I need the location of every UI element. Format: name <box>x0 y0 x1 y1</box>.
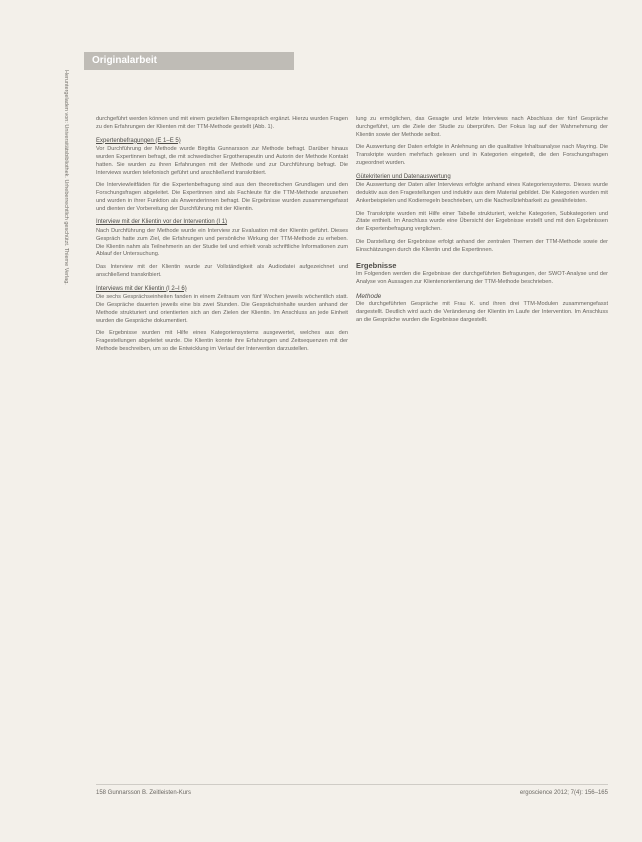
paragraph: durchgeführt werden können und mit einem gezielten Elterngespräch ergänzt. Hierzu wurden Fragen zu den Erfahrungen der Klienten mit der TTM-Methode gestellt (Abb. 1). <box>96 116 348 130</box>
section-title: Originalarbeit <box>92 55 158 66</box>
paragraph: Die Auswertung der Daten aller Interviews erfolgte anhand eines Kategoriensystems. Dieses wurde deduktiv aus den Fragestellungen und induktiv aus dem Material gebildet. Die Kategorien wurden mit Ankerbeispielen und Kodierregeln beschrieben, um die Nachvollziehbarkeit zu gewährleisten. <box>356 182 608 204</box>
section-heading: Interviews mit der Klientin (I 2–I 6) <box>96 285 187 292</box>
footer-citation: 158 Gunnarsson B. Zeitleisten-Kurs <box>96 790 192 796</box>
section-heading: Interview mit der Klientin vor der Intervention (I 1) <box>96 219 228 226</box>
section-heading: Ergebnisse <box>356 261 397 271</box>
side-note-text: Heruntergeladen von: Universitätsbibliothek. Urheberrechtlich geschützt. Thieme Verlag. <box>63 70 69 285</box>
paragraph: Die durchgeführten Gespräche mit Frau K. und ihren drei TTM-Modulen zusammengefasst dargestellt. Deutlich wird auch die Veränderung der Klientin im Laufe der Intervention. Im Anschluss an die Gespräche wurden die Ergebnisse dargestellt. <box>356 301 608 323</box>
section-heading: Expertenbefragungen (E 1–E 5) <box>96 137 181 144</box>
footer <box>96 788 608 800</box>
paragraph: Die Transkripte wurden mit Hilfe einer Tabelle strukturiert, welche Kategorien, Subkategorien und Zitate enthielt. Im Anschluss wurde eine Übersicht der Ergebnisse erstellt und mit den Ergebnissen der Expertenbefragung verglichen. <box>356 210 608 232</box>
paragraph: lung zu ermöglichen, das Gesagte und letzte Interviews nach Abschluss der fünf Gespräche durchgeführt, um die Ziele der Studie zu überprüfen. Der Fokus lag auf der Wahrnehmung der Klientin sowie der Methode selbst. <box>356 116 608 138</box>
paragraph: Nach Durchführung der Methode wurde ein Interview zur Evaluation mit der Klientin geführt. Dieses Gespräch hatte zum Ziel, die Erfahrungen und persönliche Wirkung der TTM-Methode zu erheben. Die Klientin nahm als Teilnehmerin an der Studie teil und erhielt vorab schriftliche Informationen zum Ablauf der Untersuchung. <box>96 228 348 258</box>
side-note <box>56 70 72 790</box>
paragraph: Das Interview mit der Klientin wurde zur Vollständigkeit als Audiodatei aufgezeichnet und anschließend transkribiert. <box>96 264 348 278</box>
right-column <box>356 116 608 330</box>
paragraph: Vor Durchführung der Methode wurde Birgitta Gunnarsson zur Methode befragt. Darüber hinaus wurden Expertinnen befragt, die mit schwedischer Ergotherapeutin und Autorin der Methode Kontakt hatten. Sie wurden zu ihren Erfahrungen mit der Methode und zur Durchführung befragt. Die Interviews wurden telefonisch geführt und anschließend transkribiert. <box>96 146 348 176</box>
paragraph: Die Ergebnisse wurden mit Hilfe eines Kategoriensystems ausgewertet, welches aus den Fragestellungen abgeleitet wurde. Die Klientin konnte ihre Erfahrungen und Zeitsequenzen mit der Methode beschreiben, um so die Entwicklung im Verlauf der Intervention darzustellen. <box>96 330 348 352</box>
footer-rule <box>96 784 608 785</box>
section-header <box>84 52 294 70</box>
paragraph: Die sechs Gesprächseinheiten fanden in einem Zeitraum von fünf Wochen jeweils wöchentlich statt. Die Gespräche dauerten jeweils eine bis zwei Stunden. Die Gesprächsinhalte wurden anhand der Methode strukturiert und orientierten sich an den Zielen der Klientin. Im Anschluss an jede Einheit wurden die Gespräche dokumentiert. <box>96 294 348 324</box>
paragraph: Die Interviewleitfäden für die Expertenbefragung sind aus den theoretischen Grundlagen und den Forschungsfragen abgeleitet. Die Expertinnen sind als Fachleute für die TTM-Methode anzusehen und wurden in ihrer Funktion als Anwenderinnen befragt. Die Ergebnisse wurden zusammengefasst und dienten der Vorbereitung der Durchführung mit der Klientin. <box>96 182 348 212</box>
footer-journal: ergoscience 2012; 7(4): 156–165 <box>519 790 608 796</box>
paragraph: Die Darstellung der Ergebnisse erfolgt anhand der zentralen Themen der TTM-Methode sowie der Einschätzungen durch die Klientin und die Expertinnen. <box>356 238 608 253</box>
paragraph: Die Auswertung der Daten erfolgte in Anlehnung an die qualitative Inhaltsanalyse nach Mayring. Die Transkripte wurden mehrfach gelesen und in Kategorien eingeteilt, die den Forschungsfragen zugeordnet wurden. <box>356 144 608 166</box>
paragraph: Im Folgenden werden die Ergebnisse der durchgeführten Befragungen, der SWOT-Analyse und der Analyse von Aussagen zur Klientenorientierung der TTM-Methode beschrieben. <box>356 271 608 285</box>
section-heading: Methode <box>356 292 382 300</box>
left-column <box>96 116 348 359</box>
section-heading: Gütekriterien und Datenauswertung <box>356 173 451 180</box>
